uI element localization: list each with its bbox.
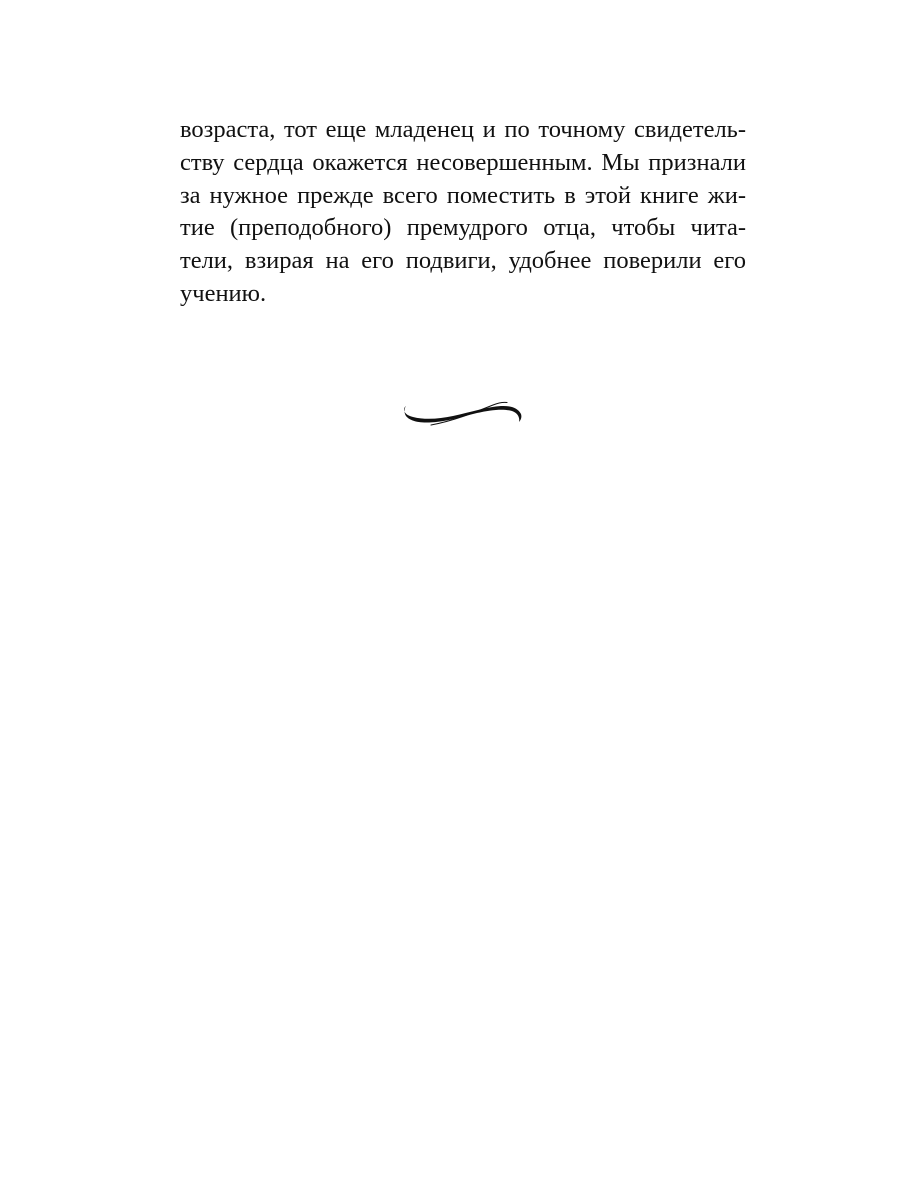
paragraph-line-3: за нужное прежде всего поместить в этой книге жи- bbox=[180, 181, 746, 209]
body-paragraph bbox=[180, 114, 746, 311]
paragraph-line-6: учению. bbox=[180, 279, 267, 307]
paragraph-line-2: ству сердца окажется несовершенным. Мы признали bbox=[180, 148, 746, 176]
paragraph-line-4: тие (преподобного) премудрого отца, чтобы чита- bbox=[180, 214, 746, 242]
paragraph-line-1: возраста, тот еще младенец и по точному свидетель- bbox=[180, 116, 746, 143]
swash-divider-icon bbox=[401, 394, 525, 428]
paragraph-line-5: тели, взирая на его подвиги, удобнее поверили его bbox=[180, 247, 746, 275]
